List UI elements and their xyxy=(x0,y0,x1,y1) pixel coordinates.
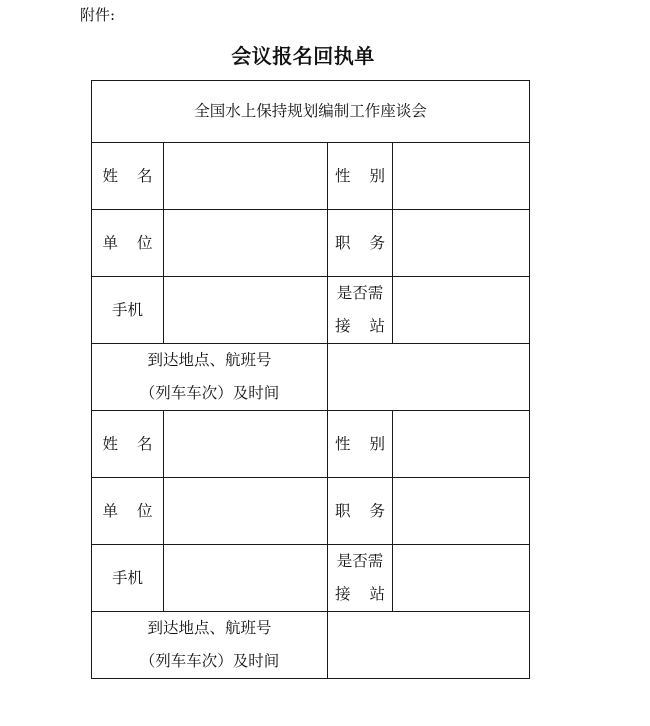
name-label: 姓 名 xyxy=(92,143,164,210)
unit-position-row xyxy=(92,210,530,277)
pickup-label-line-1: 是否需 xyxy=(336,552,384,570)
gender-value-cell xyxy=(393,411,530,478)
name-value-cell xyxy=(164,411,328,478)
gender-label: 性 别 xyxy=(328,411,393,478)
attachment-label: 附件: xyxy=(80,6,116,24)
position-value-cell xyxy=(393,478,530,545)
meeting-name-row xyxy=(92,81,530,143)
gender-value-cell xyxy=(393,143,530,210)
name-gender-row xyxy=(92,143,530,210)
arrival-row xyxy=(92,612,530,679)
phone-pickup-row xyxy=(92,545,530,612)
meeting-name: 全国水上保持规划编制工作座谈会 xyxy=(92,81,530,143)
pickup-label-line-2: 接 站 xyxy=(335,585,385,603)
position-value-cell xyxy=(393,210,530,277)
pickup-label-line-2: 接 站 xyxy=(335,317,385,335)
phone-value-cell xyxy=(164,277,328,344)
arrival-value-cell xyxy=(328,612,530,679)
arrival-row xyxy=(92,344,530,411)
pickup-label-line-1: 是否需 xyxy=(336,284,384,302)
phone-value-cell xyxy=(164,545,328,612)
position-label: 职 务 xyxy=(328,478,393,545)
unit-value-cell xyxy=(164,210,328,277)
arrival-label-line-2: （列车车次）及时间 xyxy=(139,652,280,670)
phone-label: 手机 xyxy=(92,277,164,344)
arrival-label xyxy=(92,612,328,679)
phone-pickup-row xyxy=(92,277,530,344)
name-gender-row xyxy=(92,411,530,478)
unit-position-row xyxy=(92,478,530,545)
registration-form-table xyxy=(91,80,530,679)
pickup-label xyxy=(328,277,393,344)
unit-label: 单 位 xyxy=(92,478,164,545)
position-label: 职 务 xyxy=(328,210,393,277)
phone-label: 手机 xyxy=(92,545,164,612)
gender-label: 性 别 xyxy=(328,143,393,210)
arrival-label-line-1: 到达地点、航班号 xyxy=(147,619,272,637)
pickup-label xyxy=(328,545,393,612)
arrival-label-line-1: 到达地点、航班号 xyxy=(147,351,272,369)
form-title: 会议报名回执单 xyxy=(231,44,375,68)
arrival-label xyxy=(92,344,328,411)
unit-label: 单 位 xyxy=(92,210,164,277)
arrival-label-line-2: （列车车次）及时间 xyxy=(139,384,280,402)
name-label: 姓 名 xyxy=(92,411,164,478)
pickup-value-cell xyxy=(393,545,530,612)
unit-value-cell xyxy=(164,478,328,545)
name-value-cell xyxy=(164,143,328,210)
pickup-value-cell xyxy=(393,277,530,344)
arrival-value-cell xyxy=(328,344,530,411)
